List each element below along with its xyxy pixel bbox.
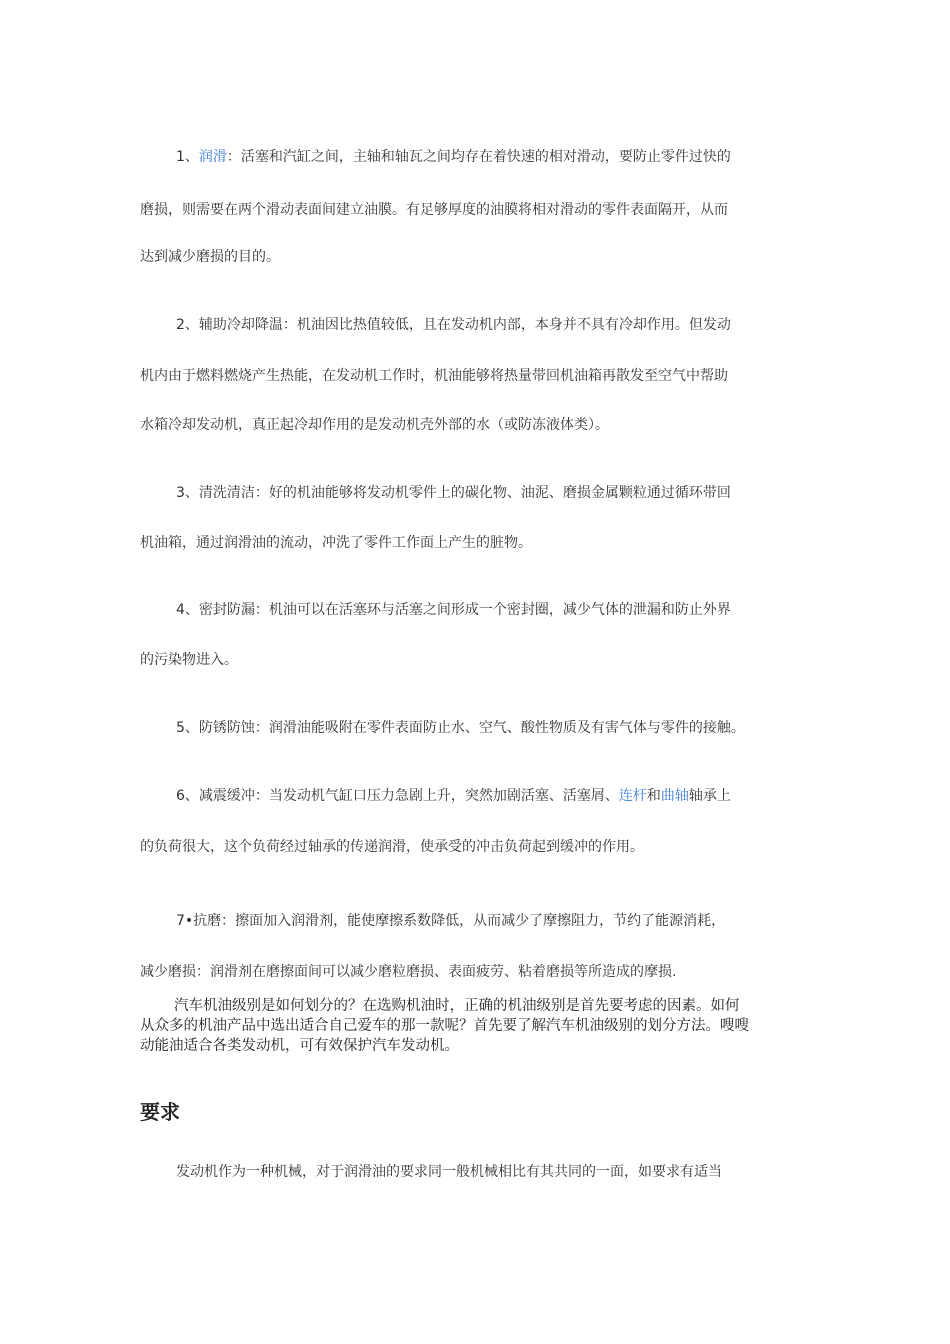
lubrication-link[interactable]: 润滑	[198, 149, 227, 165]
grade-paragraph-line3: 动能油适合各类发动机，可有效保护汽车发动机。	[140, 1038, 459, 1054]
item1-prefix: 1、	[176, 149, 199, 165]
section-intro-line1: 发动机作为一种机械，对于润滑油的要求同一般机械相比有其共同的一面，如要求有适当	[176, 1164, 722, 1180]
item6-line1	[176, 786, 820, 806]
item5-line1: 5、防锈防蚀：润滑油能吸附在零件表面防止水、空气、酸性物质及有害气体与零件的接触。	[176, 720, 745, 736]
item1-line2: 磨损，则需要在两个滑动表面间建立油膜。有足够厚度的油膜将相对滑动的零件表面隔开，从而	[140, 202, 728, 218]
item6-text-a: 6、减震缓冲：当发动机气缸口压力急剧上升，突然加剧活塞、活塞屑、	[176, 788, 619, 804]
item1-line1	[176, 147, 820, 167]
item4-line1: 4、密封防漏：机油可以在活塞环与活塞之间形成一个密封圈，减少气体的泄漏和防止外界	[176, 602, 731, 618]
connecting-rod-link[interactable]: 连杆	[618, 788, 647, 804]
item6-text-c: 轴承上	[688, 788, 731, 804]
item7-line2: 减少磨损：润滑剂在磨擦面间可以减少磨粒磨损、表面疲劳、粘着磨损等所造成的摩损.	[140, 964, 677, 980]
item2-line1: 2、辅助冷却降温：机油因比热值较低，且在发动机内部，本身并不具有冷却作用。但发动	[176, 317, 731, 333]
grade-paragraph-line1: 汽车机油级别是如何划分的？在选购机油时，正确的机油级别是首先要考虑的因素。如何	[174, 998, 740, 1014]
item6-text-b: 和	[646, 788, 661, 804]
item1-line1-text: ：活塞和汽缸之间，主轴和轴瓦之间均存在着快速的相对滑动，要防止零件过快的	[226, 149, 731, 165]
item3-line2: 机油箱，通过润滑油的流动，冲洗了零件工作面上产生的脏物。	[140, 535, 532, 551]
item4-line2: 的污染物进入。	[140, 652, 238, 668]
section-heading: 要求	[140, 1100, 180, 1124]
item6-line2: 的负荷很大，这个负荷经过轴承的传递润滑，使承受的冲击负荷起到缓冲的作用。	[140, 839, 644, 855]
grade-paragraph-line2: 从众多的机油产品中选出适合自己爱车的那一款呢？首先要了解汽车机油级别的划分方法。嗖嗖	[140, 1018, 749, 1034]
crankshaft-link[interactable]: 曲轴	[660, 788, 689, 804]
item2-line3: 水箱冷却发动机，真正起冷却作用的是发动机壳外部的水（或防冻液体类）。	[140, 417, 609, 433]
item7-line1: 7•抗磨：擦面加入润滑剂，能使摩擦系数降低，从而减少了摩擦阻力，节约了能源消耗，	[176, 913, 726, 929]
item3-line1: 3、清洗清洁：好的机油能够将发动机零件上的碳化物、油泥、磨损金属颗粒通过循环带回	[176, 485, 731, 501]
item2-line2: 机内由于燃料燃烧产生热能，在发动机工作时，机油能够将热量带回机油箱再散发至空气中帮助	[140, 368, 728, 384]
item1-line3: 达到减少磨损的目的。	[140, 249, 280, 265]
